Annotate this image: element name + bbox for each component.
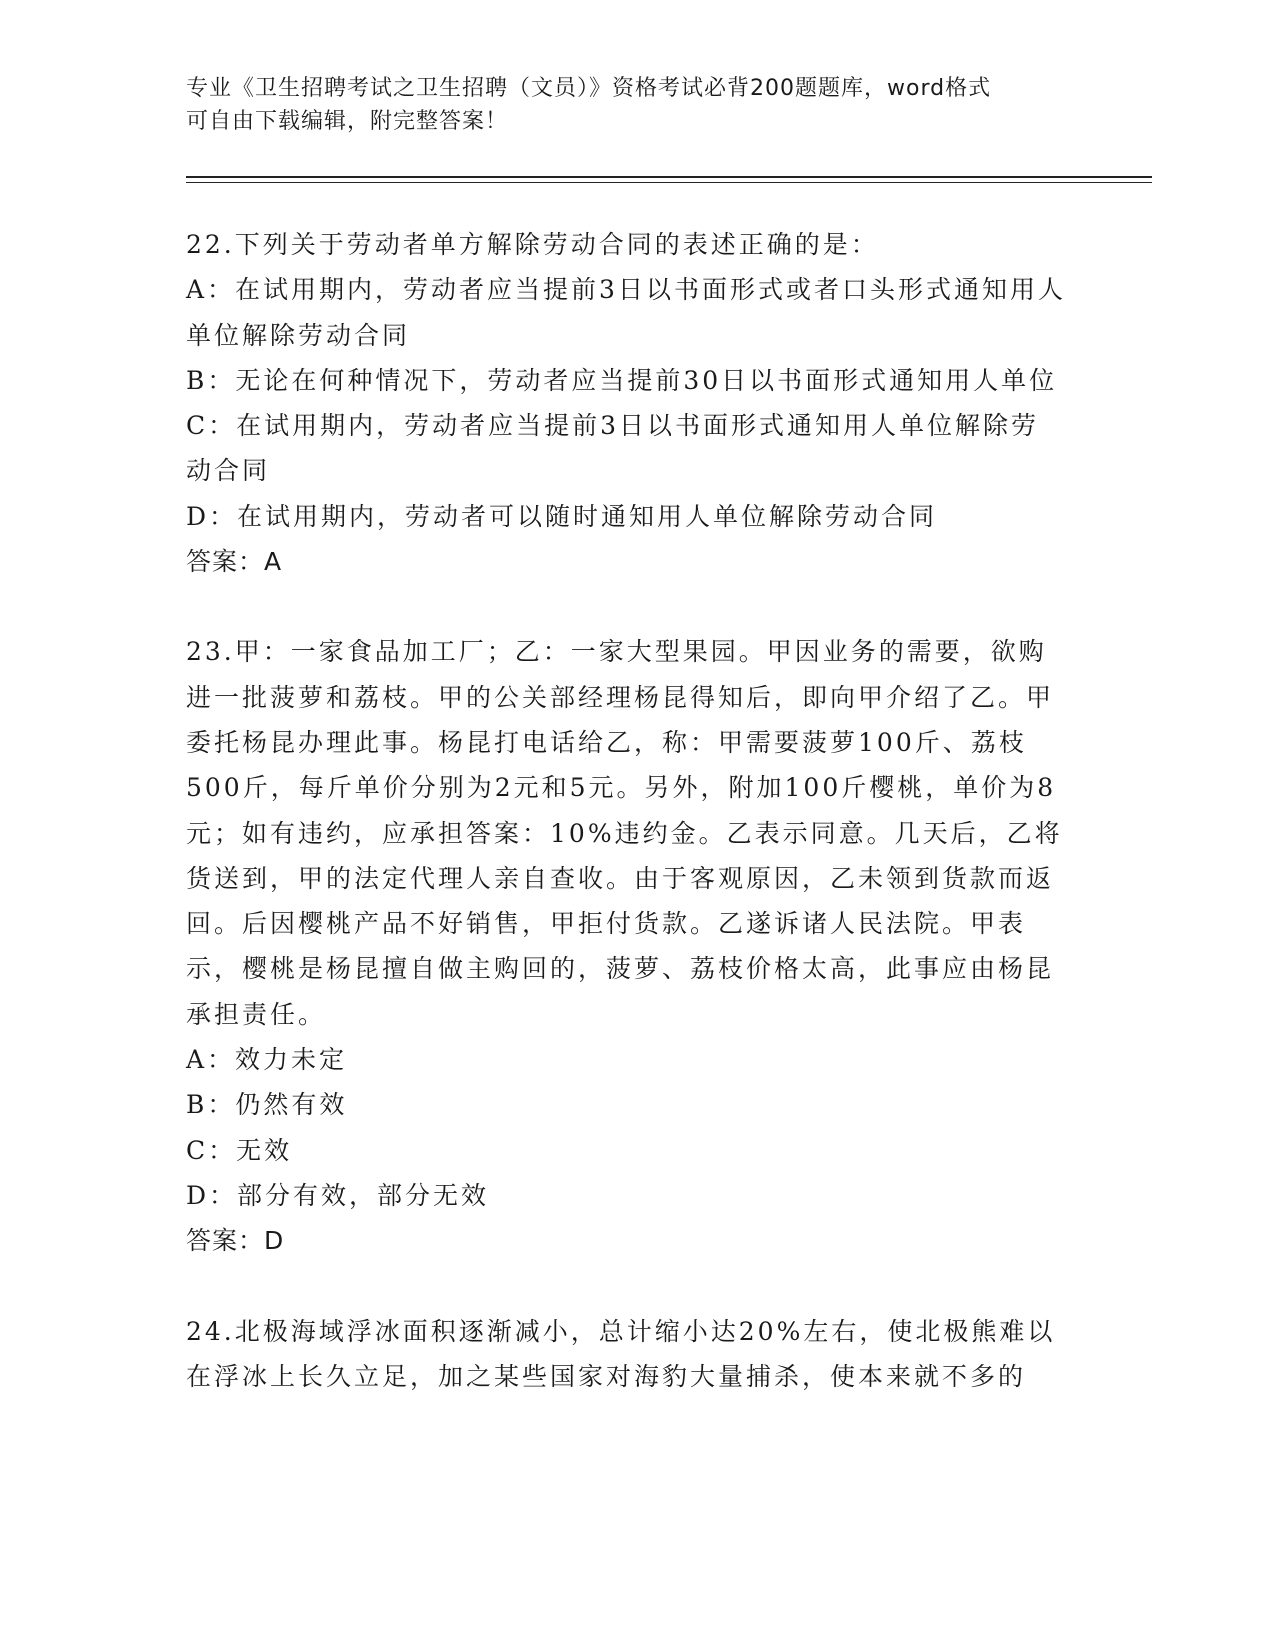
option-a: A：在试用期内，劳动者应当提前3日以书面形式或者口头形式通知用人单位解除劳动合同: [186, 275, 1066, 350]
document-header: [186, 72, 1066, 138]
question-text: 23.甲：一家食品加工厂；乙：一家大型果园。甲因业务的需要，欲购进一批菠萝和荔枝。甲的公关部经理杨昆得知后，即向甲介绍了乙。甲委托杨昆办理此事。杨昆打电话给乙，称：甲需要菠萝100斤、荔枝500斤，每斤单价分别为2元和5元。另外，附加100斤樱桃，单价为8元；如有违约，应承担答案：10%违约金。乙表示同意。几天后，乙将货送到，甲的法定代理人亲自查收。由于客观原因，乙未领到货款而返回。后因樱桃产品不好销售，甲拒付货款。乙遂诉诸人民法院。甲表示，樱桃是杨昆擅自做主购回的，菠萝、荔枝价格太高，此事应由杨昆承担责任。: [186, 637, 1063, 1029]
question-22: [186, 222, 1066, 584]
option-a: A：效力未定: [186, 1045, 348, 1075]
option-d: D：部分有效，部分无效: [186, 1180, 490, 1210]
answer-label: 答案：D: [186, 1226, 285, 1256]
header-title-line-2: 可自由下载编辑，附完整答案！: [186, 109, 509, 134]
question-text: 24.北极海域浮冰面积逐渐减小，总计缩小达20%左右，使北极熊难以在浮冰上长久立足，加之某些国家对海豹大量捕杀，使本来就不多的: [186, 1316, 1056, 1391]
header-title-line-1: 专业《卫生招聘考试之卫生招聘（文员）》资格考试必背200题题库，word格式: [186, 76, 992, 101]
option-c: C：在试用期内，劳动者应当提前3日以书面形式通知用人单位解除劳动合同: [186, 411, 1040, 486]
option-d: D：在试用期内，劳动者可以随时通知用人单位解除劳动合同: [186, 501, 938, 531]
option-b: B：仍然有效: [186, 1090, 348, 1120]
question-list: [186, 222, 1066, 1444]
question-24: [186, 1309, 1066, 1400]
question-23: [186, 629, 1066, 1263]
header-divider: [186, 176, 1152, 183]
question-text: 22.下列关于劳动者单方解除劳动合同的表述正确的是：: [186, 230, 879, 259]
option-b: B：无论在何种情况下，劳动者应当提前30日以书面形式通知用人单位: [186, 365, 1058, 395]
answer-label: 答案：A: [186, 547, 283, 577]
option-c: C：无效: [186, 1135, 293, 1165]
